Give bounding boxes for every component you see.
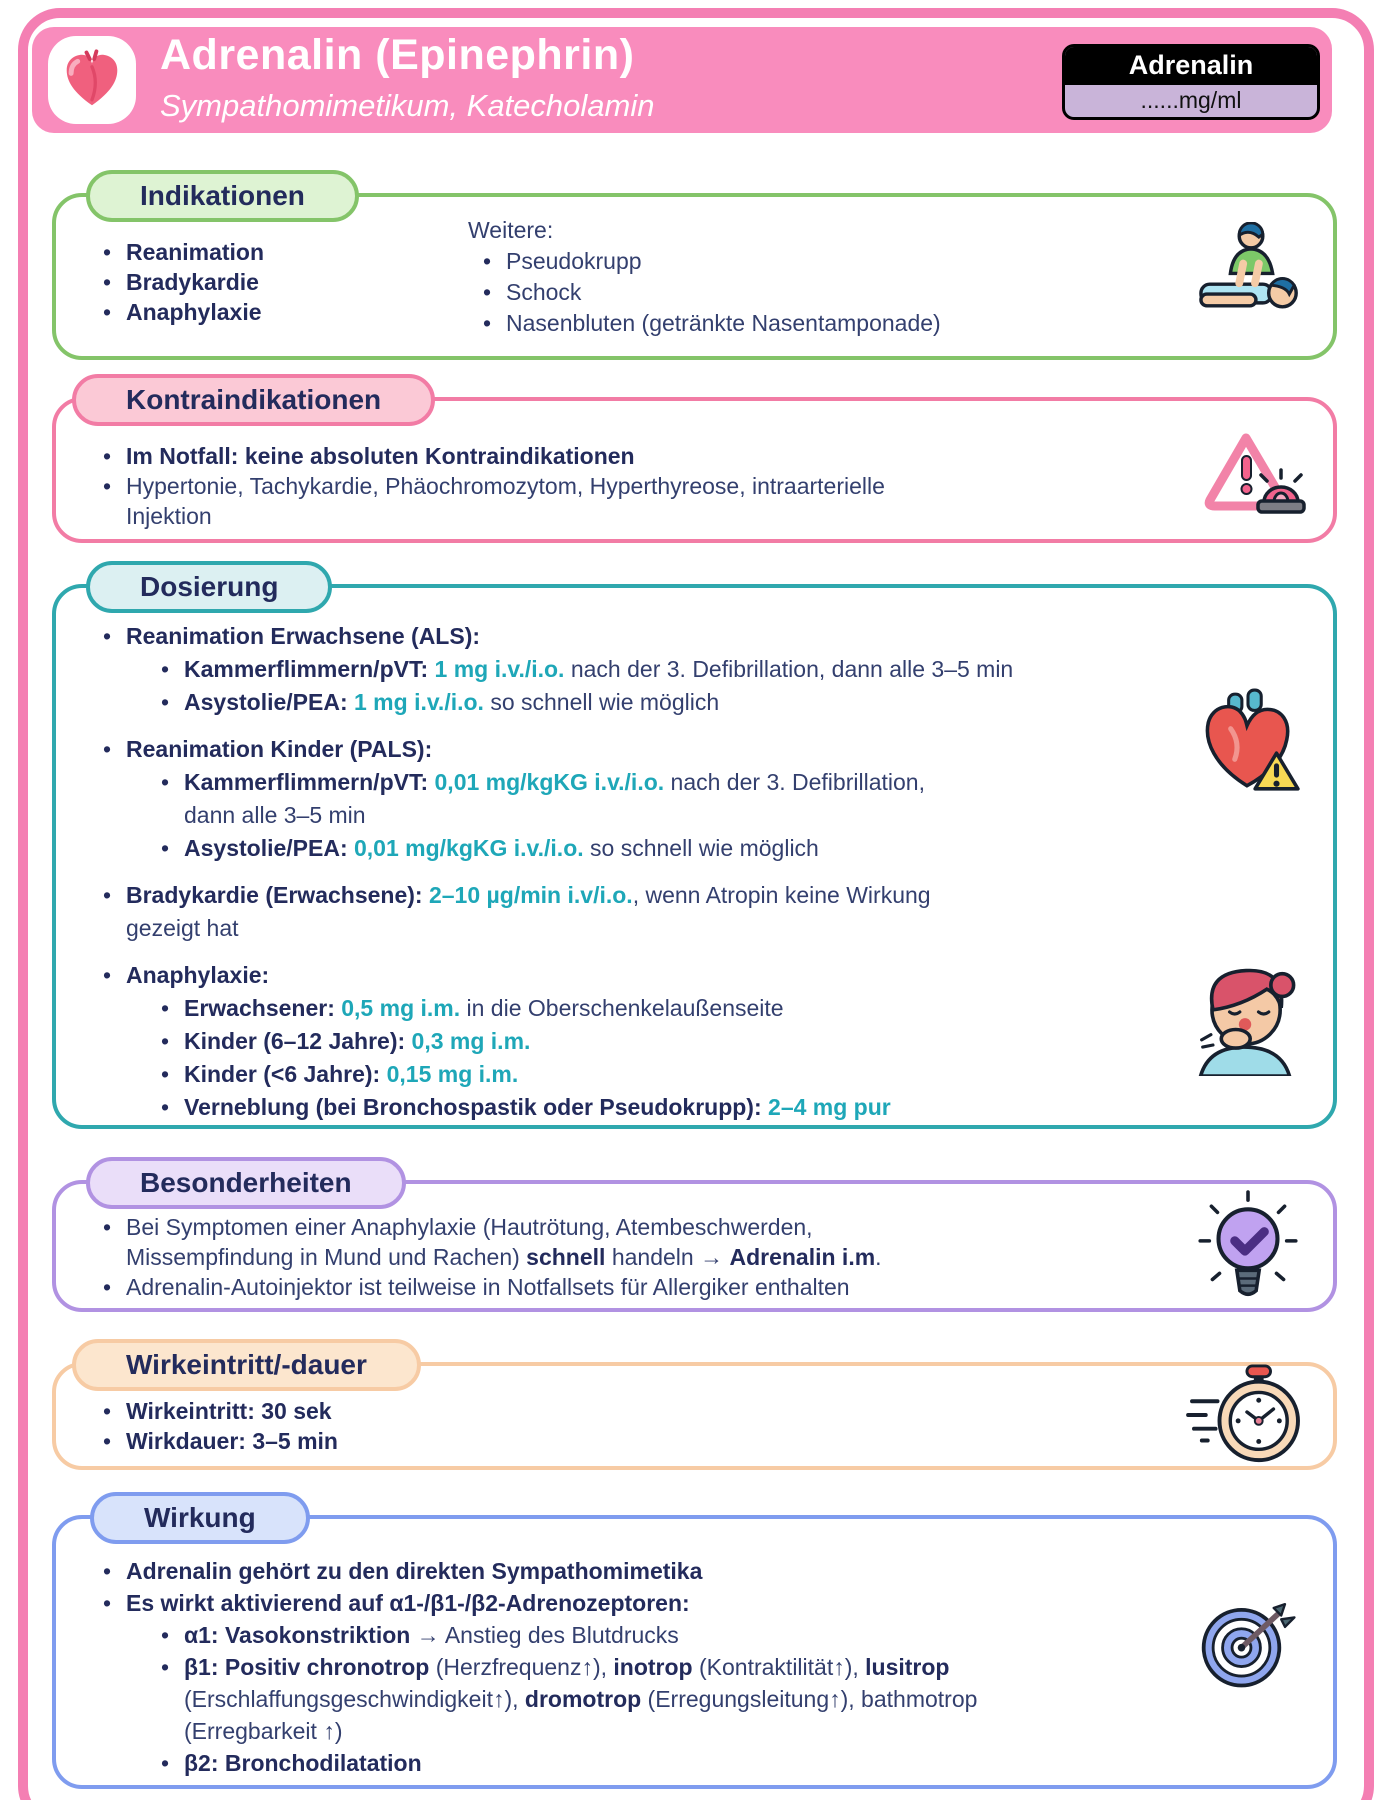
dosierung-list	[88, 620, 1013, 1124]
heart-icon	[59, 47, 125, 113]
drug-label-name: Adrenalin	[1065, 47, 1317, 85]
weitere-label: Weitere:	[468, 217, 554, 243]
besonderheiten-list	[88, 1212, 882, 1302]
list-item: • Kinder (6–12 Jahre): 0,3 mg i.m.	[160, 1028, 531, 1054]
section-indikationen	[52, 180, 1337, 360]
wirkung-list	[88, 1555, 977, 1779]
heart-alert-icon	[1192, 688, 1304, 800]
list-item: • Bei Symptomen einer Anaphylaxie (Hautrötung, Atembeschwerden, Missempfindung in Mund und Rachen) schnell handeln → Adrenalin i.m.	[102, 1214, 882, 1270]
list-item: • Bradykardie (Erwachsene): 2–10 µg/min i.v/i.o., wenn Atropin keine Wirkung gezeigt hat	[102, 882, 931, 941]
section-title-besonderheiten: Besonderheiten	[86, 1157, 406, 1209]
section-wirkeintritt	[52, 1349, 1337, 1470]
list-item: • Asystolie/PEA: 0,01 mg/kgKG i.v./i.o. so schnell wie möglich	[160, 835, 819, 861]
section-title-indikationen: Indikationen	[86, 170, 359, 222]
list-item: • Erwachsener: 0,5 mg i.m. in die Oberschenkelaußenseite	[160, 995, 784, 1021]
list-item: • Kammerflimmern/pVT: 0,01 mg/kgKG i.v./i.o. nach der 3. Defibrillation, dann alle 3–5 min	[160, 769, 925, 828]
dosierung-anaphylaxie-group	[88, 959, 1013, 1124]
drug-label-concentration: ......mg/ml	[1140, 87, 1242, 113]
list-item: • Im Notfall: keine absoluten Kontraindikationen	[102, 443, 635, 469]
list-item: • Anaphylaxie	[102, 299, 262, 325]
indikationen-main-list	[88, 237, 264, 327]
list-item: • Adrenalin-Autoinjektor ist teilweise in Notfallsets für Allergiker enthalten	[102, 1274, 850, 1300]
drug-label-badge	[1062, 44, 1320, 120]
header-banner	[32, 27, 1332, 133]
page-title: Adrenalin (Epinephrin)	[160, 31, 635, 79]
sneezing-person-icon	[1182, 952, 1306, 1076]
section-title-wirkeintritt: Wirkeintritt/-dauer	[72, 1339, 421, 1391]
warning-siren-icon	[1194, 428, 1306, 524]
list-item: • Wirkeintritt: 30 sek	[102, 1398, 332, 1424]
list-item: • Hypertonie, Tachykardie, Phäochromozytom, Hyperthyreose, intraarterielle Injektion	[102, 473, 885, 529]
page-subtitle: Sympathomimetikum, Katecholamin	[160, 88, 655, 123]
lightbulb-check-icon	[1196, 1190, 1300, 1310]
dosierung-pals-group	[88, 733, 1013, 865]
list-item: • Verneblung (bei Bronchospastik oder Pseudokrupp): 2–4 mg pur	[160, 1094, 891, 1120]
dosierung-brady-group	[88, 879, 1013, 945]
list-item: • β1: Positiv chronotrop (Herzfrequenz↑), inotrop (Kontraktilität↑), lusitrop (Erschlaffungsgeschwindigkeit↑), dromotrop (Erregungsleitung↑), bathmotrop (Erregbarkeit ↑)	[160, 1654, 978, 1744]
list-item: • Wirkdauer: 3–5 min	[102, 1428, 338, 1454]
list-item: • Asystolie/PEA: 1 mg i.v./i.o. so schnell wie möglich	[160, 689, 720, 715]
list-item: • Adrenalin gehört zu den direkten Sympathomimetika	[102, 1558, 703, 1584]
wirkeintritt-list	[88, 1396, 338, 1456]
list-item: • Anaphylaxie:	[102, 962, 270, 988]
list-item: • Kammerflimmern/pVT: 1 mg i.v./i.o. nach der 3. Defibrillation, dann alle 3–5 min	[160, 656, 1014, 682]
list-item: • Es wirkt aktivierend auf α1-/β1-/β2-Adrenozeptoren:	[102, 1590, 690, 1616]
dosierung-als-group	[88, 620, 1013, 719]
target-dart-icon	[1198, 1592, 1302, 1692]
section-title-kontraindikationen: Kontraindikationen	[72, 374, 435, 426]
list-item: • β2: Bronchodilatation	[160, 1750, 422, 1776]
indikationen-weitere-list	[468, 215, 941, 339]
list-item: • Kinder (<6 Jahre): 0,15 mg i.m.	[160, 1061, 519, 1087]
kontraindikationen-list	[88, 441, 885, 531]
cpr-icon	[1198, 222, 1306, 316]
list-item: • Reanimation Kinder (PALS):	[102, 736, 433, 762]
logo-box	[48, 36, 136, 124]
section-kontraindikationen	[52, 384, 1337, 543]
section-dosierung	[52, 571, 1337, 1129]
list-item: • Bradykardie	[102, 269, 259, 295]
list-item: • Pseudokrupp	[482, 248, 642, 274]
list-item: • Nasenbluten (getränkte Nasentamponade)	[482, 310, 941, 336]
section-besonderheiten	[52, 1167, 1337, 1312]
section-title-dosierung: Dosierung	[86, 561, 332, 613]
stopwatch-icon	[1186, 1362, 1304, 1466]
list-item: • Reanimation Erwachsene (ALS):	[102, 623, 481, 649]
list-item: • Schock	[482, 279, 582, 305]
section-title-wirkung: Wirkung	[90, 1492, 310, 1544]
list-item: • Reanimation	[102, 239, 265, 265]
section-wirkung	[52, 1502, 1337, 1789]
list-item: • α1: Vasokonstriktion → Anstieg des Blutdrucks	[160, 1622, 679, 1648]
